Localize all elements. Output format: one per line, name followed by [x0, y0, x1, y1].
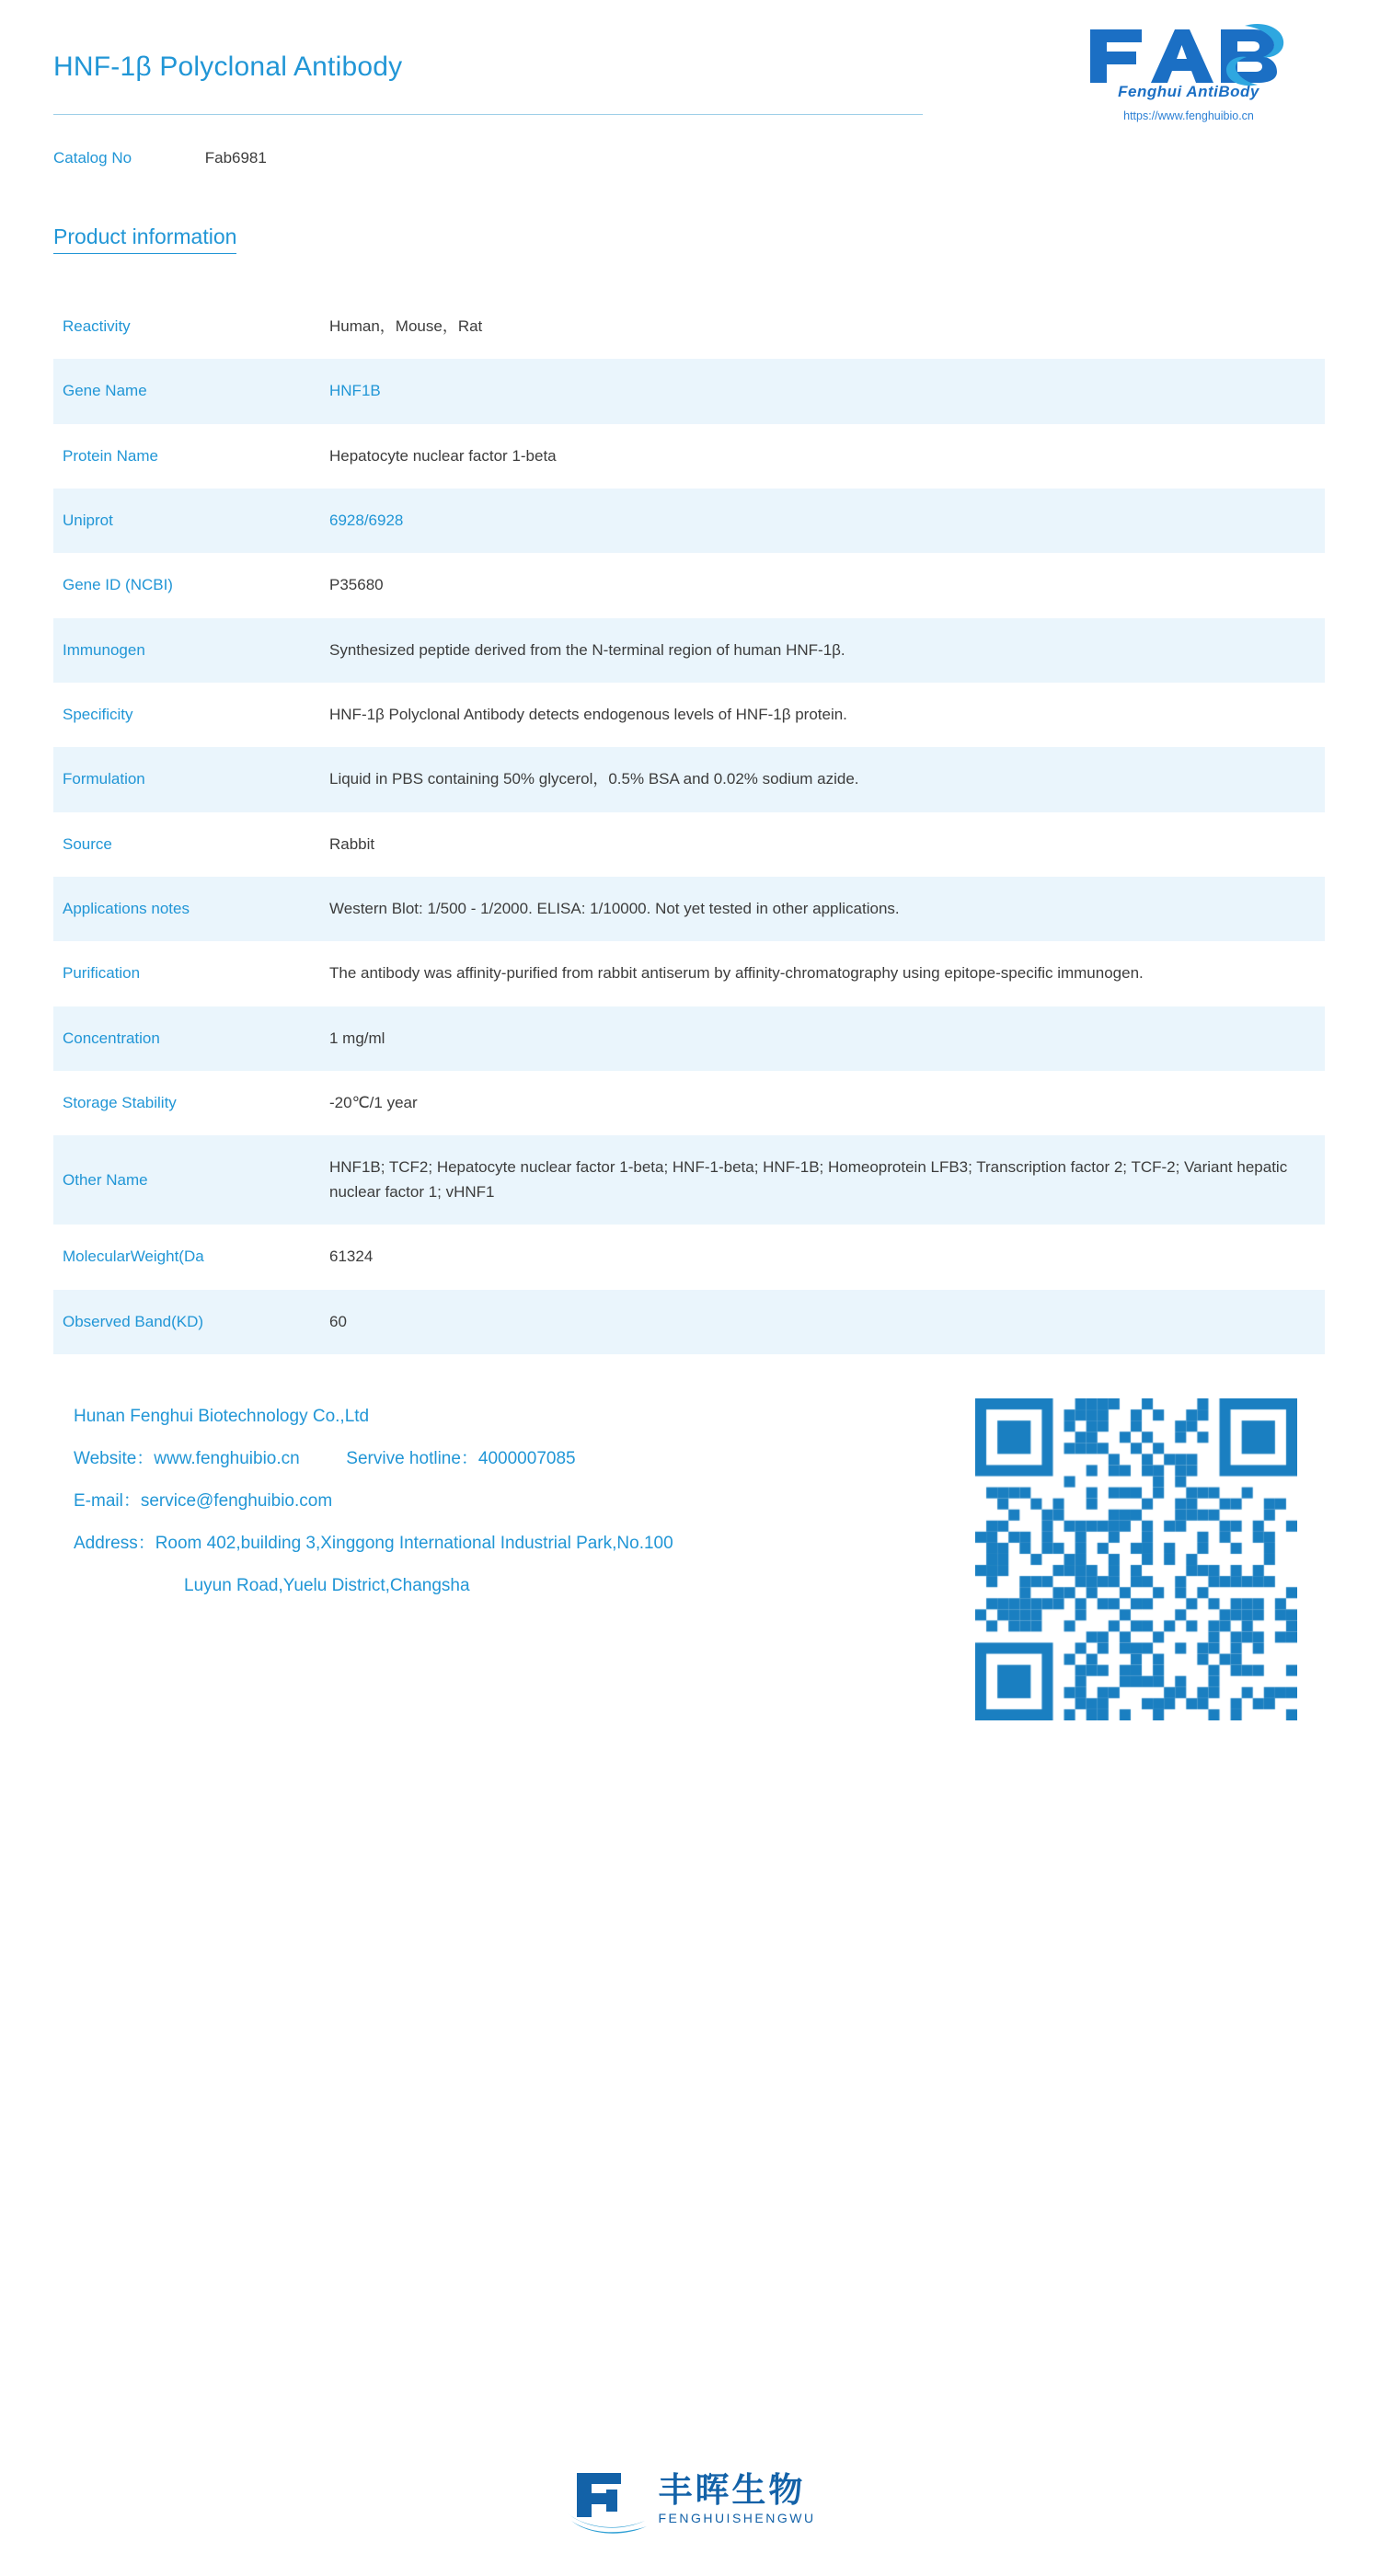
- page-title: HNF-1β Polyclonal Antibody: [53, 52, 403, 82]
- table-row: [53, 747, 1325, 811]
- table-row: [53, 1006, 1325, 1071]
- footer-contact-block: [74, 1408, 673, 1619]
- table-row: [53, 618, 1325, 683]
- row-value: -20℃/1 year: [329, 1094, 418, 1112]
- row-key: Uniprot: [63, 512, 113, 530]
- row-key: MolecularWeight(Da: [63, 1248, 204, 1266]
- brand-name-cn: 丰晖生物: [658, 2470, 806, 2510]
- logo-subtitle: Fenghui AntiBody: [1118, 83, 1259, 100]
- table-row: [53, 877, 1325, 941]
- catalog-value: Fab6981: [204, 149, 267, 167]
- footer-website[interactable]: Website：www.fenghuibio.cn: [74, 1448, 300, 1468]
- row-key: Specificity: [63, 706, 133, 724]
- logo-url[interactable]: https://www.fenghuibio.cn: [1123, 109, 1254, 122]
- table-row: [53, 359, 1325, 423]
- row-key: Concentration: [63, 1029, 160, 1047]
- row-value: Human，Mouse，Rat: [329, 317, 483, 335]
- row-key: Purification: [63, 964, 141, 983]
- fab-logo-icon: [1083, 22, 1294, 88]
- row-value: HNF-1β Polyclonal Antibody detects endogenous levels of HNF-1β protein.: [329, 706, 847, 724]
- row-value: Western Blot: 1/500 - 1/2000. ELISA: 1/10000. Not yet tested in other applications.: [329, 900, 900, 918]
- row-key: Gene Name: [63, 382, 147, 400]
- catalog-label: Catalog No: [53, 149, 132, 167]
- document-footer: [53, 1393, 1327, 1696]
- row-key: Immunogen: [63, 640, 145, 659]
- footer-company: Hunan Fenghui Biotechnology Co.,Ltd: [74, 1406, 370, 1426]
- table-row: [53, 1225, 1325, 1289]
- qr-code[interactable]: [975, 1398, 1297, 1720]
- table-row: [53, 553, 1325, 617]
- table-row: [53, 1071, 1325, 1135]
- table-row: [53, 294, 1325, 359]
- table-row: [53, 683, 1325, 747]
- document-header: [53, 0, 1327, 138]
- table-row: [53, 812, 1325, 877]
- brand-footer: [0, 2464, 1380, 2534]
- row-key: Source: [63, 834, 112, 853]
- row-value: 60: [329, 1312, 347, 1330]
- footer-address-line-2: Luyun Road,Yuelu District,Changsha: [184, 1575, 470, 1595]
- row-key: Gene ID (NCBI): [63, 576, 173, 594]
- table-row: [53, 1135, 1325, 1225]
- row-value: The antibody was affinity-purified from rabbit antiserum by affinity-chromatography using epitope-specific immunogen.: [329, 964, 1144, 983]
- row-value: Synthesized peptide derived from the N-terminal region of human HNF-1β.: [329, 640, 845, 659]
- row-value: Liquid in PBS containing 50% glycerol，0.5% BSA and 0.02% sodium azide.: [329, 770, 859, 788]
- product-information-table: [53, 294, 1325, 1354]
- row-key: Formulation: [63, 770, 145, 788]
- title-divider: [53, 114, 923, 115]
- table-row: [53, 1290, 1325, 1354]
- footer-hotline: Servive hotline：4000007085: [346, 1448, 576, 1468]
- catalog-row: [53, 149, 1327, 177]
- section-heading-product-information: Product information: [53, 224, 236, 254]
- row-value: HNF1B; TCF2; Hepatocyte nuclear factor 1-beta; HNF-1-beta; HNF-1B; Homeoprotein LFB3; Transcription factor 2; TCF-2; Variant hepatic nuclear factor 1; vHNF1: [329, 1158, 1288, 1201]
- footer-email[interactable]: E-mail：service@fenghuibio.com: [74, 1490, 333, 1511]
- footer-address-line-1: Address：Room 402,building 3,Xinggong International Industrial Park,No.100: [74, 1533, 673, 1553]
- row-value: 61324: [329, 1248, 374, 1266]
- row-value: Hepatocyte nuclear factor 1-beta: [329, 446, 557, 465]
- row-key: Protein Name: [63, 446, 158, 465]
- table-row: [53, 941, 1325, 1006]
- footer-website-row: [74, 1450, 673, 1467]
- row-key: Observed Band(KD): [63, 1312, 204, 1330]
- table-row: [53, 424, 1325, 489]
- qr-code-canvas: [975, 1398, 1297, 1720]
- brand-name-en: FENGHUISHENGWU: [658, 2511, 816, 2525]
- company-logo: [1051, 22, 1327, 122]
- row-value: HNF1B: [329, 382, 381, 400]
- row-value: 6928/6928: [329, 512, 404, 530]
- row-key: Applications notes: [63, 900, 190, 918]
- brand-text: [658, 2470, 816, 2525]
- row-key: Reactivity: [63, 317, 131, 335]
- table-row: [53, 489, 1325, 553]
- row-value: P35680: [329, 576, 384, 594]
- row-key: Other Name: [63, 1170, 148, 1189]
- row-value: Rabbit: [329, 834, 375, 853]
- fenghui-brand-icon: [564, 2464, 649, 2534]
- row-key: Storage Stability: [63, 1094, 177, 1112]
- row-value: 1 mg/ml: [329, 1029, 385, 1047]
